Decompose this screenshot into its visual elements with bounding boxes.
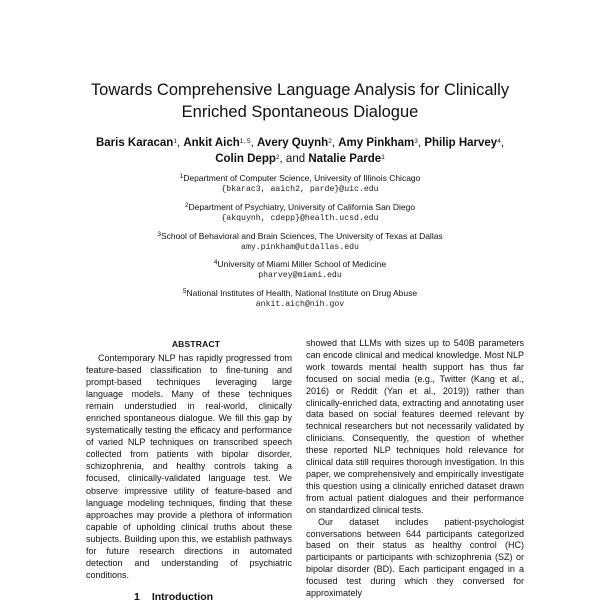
author-affil-mark: 4: [497, 138, 501, 145]
author-and: and: [285, 153, 306, 165]
body-paragraph: Our dataset includes patient-psychologist conversations between 644 participants categorized based on their status as healthy control (HC) participants or participants with schizophrenia (SZ) or bipolar disorder (BD). Each participant engaged in a focused test during which they conversed for approximately: [306, 516, 524, 599]
author-name: Colin Depp: [215, 153, 276, 165]
author-separator: ,: [279, 153, 283, 165]
affiliation-mark: 3: [157, 231, 161, 238]
body-paragraph: showed that LLMs with sizes up to 540B parameters can encode clinical and medical knowledge. Most NLP work towards mental health support has thus far focused on social media (e.g., Twitter (Kang et al., 2016) or Reddit (Yan et al., 2019)) rather than clinically-enriched data, extracting and annotating user data based on social features deemed relevant by technical researchers but not necessarily validated by clinicians. Consequently, the question of whether these reported NLP techniques hold relevance for clinical data still requires thorough investigation. In this paper, we comprehensively and empirically investigate this question using a clinically enriched dataset drawn from actual patient dialogues and their performance on standardized clinical tests.: [306, 338, 524, 515]
affiliation-mark: 4: [213, 259, 218, 266]
author-line-1: [70, 135, 530, 151]
section-number: 1: [134, 591, 140, 600]
affiliation-mark: 5: [182, 288, 187, 295]
author-name: Philip Harvey: [424, 137, 498, 149]
author-affil-mark: 1: [173, 138, 177, 145]
abstract-heading: ABSTRACT: [171, 339, 221, 349]
affiliation: [100, 287, 500, 311]
affiliation-name: Department of Psychiatry, University of California San Diego: [188, 202, 416, 212]
affiliation-mark: 1: [179, 173, 184, 180]
affiliation: [100, 258, 500, 282]
author-name: Avery Quynh: [257, 137, 329, 149]
paper-title: [60, 79, 540, 123]
author-list: [70, 135, 530, 167]
affiliation: [100, 172, 500, 196]
title-line-1: Towards Comprehensive Language Analysis for Clinically: [90, 81, 510, 99]
title-line-2: Enriched Spontaneous Dialogue: [181, 103, 419, 121]
affiliation-email: amy.pinkham@utdallas.edu: [241, 243, 359, 252]
affiliation-email: ankit.aich@nih.gov: [255, 300, 345, 309]
author-name: Ankit Aich: [183, 137, 240, 149]
affiliation-name: Department of Computer Science, University of Illinois Chicago: [183, 173, 421, 183]
author-separator: ,: [500, 137, 505, 149]
section-heading-introduction: [134, 591, 213, 600]
affiliation-email: {bkarac3, aaich2, parde}@uic.edu: [221, 185, 379, 194]
author-name: Natalie Parde: [308, 153, 382, 165]
affiliation-name: School of Behavioral and Brain Sciences, The University of Texas at Dallas: [160, 231, 443, 241]
affiliation: [100, 230, 500, 254]
affiliation-email: {akquynh, cdepp}@health.ucsd.edu: [221, 214, 379, 223]
author-affil-mark: 2: [328, 138, 332, 145]
abstract-text: Contemporary NLP has rapidly progressed from feature-based classification to fine-tuning and prompt-based techniques leveraging large language models. Many of these techniques remain understudied in real-world, clinically enriched spontaneous dialogue. We fill this gap by systematically testing the efficacy and performance of varied NLP techniques on transcribed speech collected from patients with bipolar disorder, schizophrenia, and healthy controls taking a focused, clinically-validated language test. We observe impressive utility of feature-based and language modeling techniques, finding that these approaches may provide a plethora of information capable of upholding clinical truths about these subjects. Building upon this, we establish pathways for future research directions in automated detection and understanding of psychiatric conditions.: [86, 353, 292, 580]
author-name: Amy Pinkham: [338, 137, 415, 149]
author-separator: ,: [417, 137, 422, 149]
author-name: Baris Karacan: [95, 137, 174, 149]
affiliation-name: National Institutes of Health, National Institute on Drug Abuse: [186, 288, 418, 298]
author-separator: ,: [176, 137, 181, 149]
affiliation-email: pharvey@miami.edu: [258, 271, 342, 280]
author-affil-mark: 1: [381, 154, 385, 161]
author-affil-mark: 2: [275, 154, 280, 161]
author-line-2: [70, 151, 530, 167]
affiliation-mark: 2: [184, 202, 189, 209]
right-column: [306, 338, 524, 600]
author-separator: ,: [331, 137, 336, 149]
affiliation: [100, 201, 500, 225]
author-separator: ,: [250, 137, 254, 149]
author-affil-mark: 1, 5: [239, 138, 251, 145]
section-title: Introduction: [151, 591, 214, 600]
affiliation-name: University of Miami Miller School of Medicine: [217, 259, 387, 269]
author-affil-mark: 3: [414, 138, 418, 145]
